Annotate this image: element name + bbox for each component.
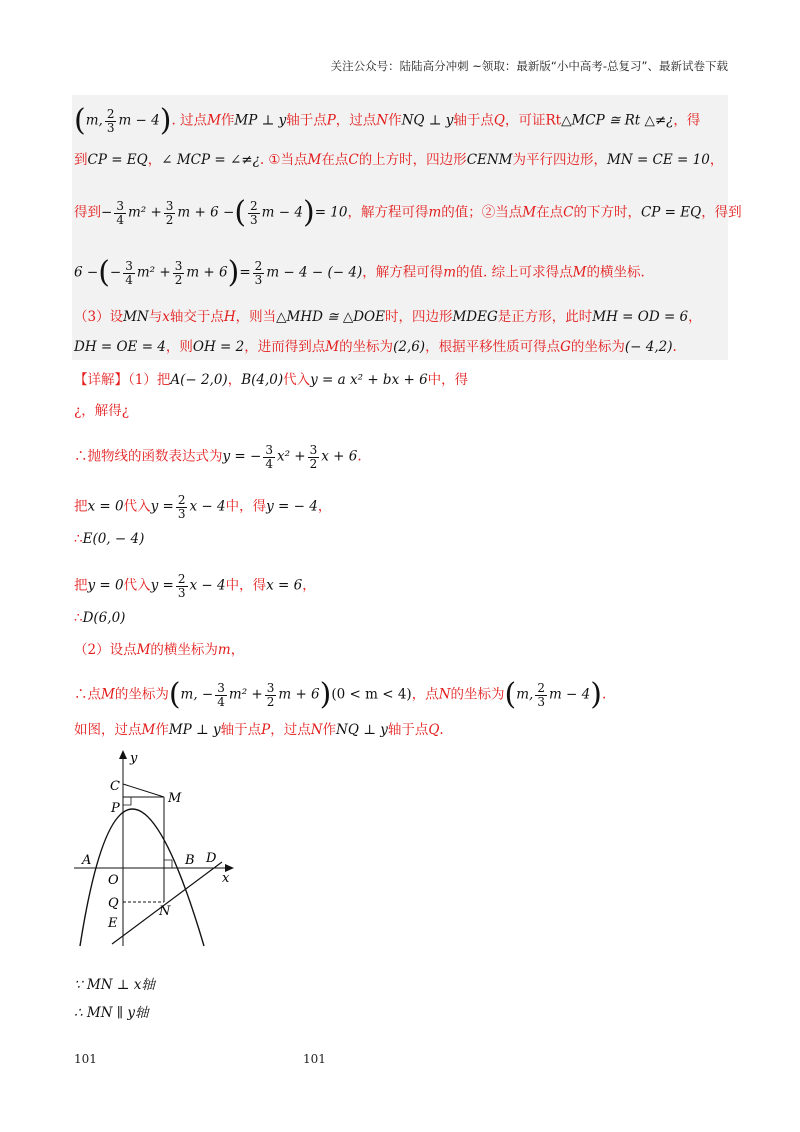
label-a: A	[82, 853, 92, 868]
detail-line-1: 【详解】（1）把A(− 2,0)，B(4,0)代入y = a x² + bx + 6中，得	[74, 372, 469, 388]
detail-line-3: ∴抛物线的函数表达式为y = − $\frac{3}{4}$ x² + $\frac{3}{2}$ x + 6.	[74, 443, 362, 471]
page-header: 关注公众号：陆陆高分冲刺 ~领取：最新版“小中高考-总复习”、最新试卷下载	[330, 59, 728, 73]
parabola-curve	[80, 809, 204, 946]
label-o: O	[108, 873, 119, 888]
segment-cm	[123, 784, 164, 797]
detail-line-7: ∴D(6,0)	[74, 610, 126, 626]
line-de	[112, 862, 222, 944]
analysis-line-3: 得到− $\frac{3}{4}$ m² + $\frac{3}{2}$ m + 6 −( $\frac{2}{3}$ m − 4)= 10，解方程可得m的值；②当点M在点C的下方时，CP = EQ，得到	[74, 195, 742, 230]
detail-line-12: ∴ MN ∥ y轴	[74, 1005, 149, 1021]
label-c: C	[110, 779, 120, 794]
y-axis-arrow	[119, 750, 127, 759]
analysis-line-2: 到CP = EQ，∠ MCP = ∠≠¿. ①当点M在点C的上方时，四边形CENM为平行四边形，MN = CE = 10，	[74, 152, 724, 168]
label-n: N	[159, 904, 171, 919]
label-e: E	[108, 916, 118, 931]
detail-line-5: ∴E(0, − 4)	[74, 531, 145, 547]
label-q: Q	[108, 896, 119, 911]
detail-line-8: （2）设点M的横坐标为m，	[74, 642, 245, 658]
detail-line-10: 如图，过点M作MP ⊥ y轴于点P，过点N作NQ ⊥ y轴于点Q.	[74, 722, 444, 738]
label-b: B	[185, 853, 195, 868]
label-x: x	[222, 871, 230, 886]
detail-line-9: ∴点M的坐标为(m, − $\frac{3}{4}$ m² + $\frac{3}{2}$ m + 6)(0 < m < 4)，点N的坐标为(m, $\frac{2}{3}$ m − 4).	[74, 677, 607, 712]
fraction: $\frac{2}{3}$	[106, 106, 115, 135]
page-number-center: 101	[303, 1052, 326, 1066]
analysis-line-1: (m, $\frac{2}{3}$ m − 4). 过点M作MP ⊥ y轴于点P，过点N作NQ ⊥ y轴于点Q，可证Rt△MCP ≅ Rt △≠¿，得	[74, 103, 701, 138]
right-angle-h	[164, 860, 172, 868]
page-number-left: 101	[74, 1052, 97, 1066]
parabola-diagram	[72, 750, 234, 948]
label-p: P	[111, 801, 120, 816]
label-d: D	[206, 851, 217, 866]
analysis-line-6: DH = OE = 4，则OH = 2，进而得到点M的坐标为(2,6)，根据平移性质可得点G的坐标为(− 4,2).	[74, 339, 677, 355]
label-m: M	[168, 791, 182, 806]
detail-line-6: 把y = 0代入y = $\frac{2}{3}$ x − 4中，得x = 6，	[74, 572, 316, 600]
parabola-figure	[72, 750, 234, 948]
analysis-line-4: 6 −(− $\frac{3}{4}$ m² + $\frac{3}{2}$ m + 6)= $\frac{2}{3}$ m − 4 − (− 4)，解方程可得m的值. 综上可求得点M的横坐标.	[74, 255, 645, 290]
analysis-line-5: （3）设MN与x轴交于点H，则当△MHD ≅ △DOE时，四边形MDEG是正方形，此时MH = OD = 6，	[74, 309, 702, 325]
label-y: y	[130, 751, 138, 766]
detail-line-4: 把x = 0代入y = $\frac{2}{3}$ x − 4中，得y = − 4，	[74, 493, 332, 521]
detail-line-2: ¿，解得¿	[74, 403, 129, 419]
right-angle-p	[123, 797, 131, 805]
detail-line-11: ∵ MN ⊥ x轴	[74, 977, 155, 993]
